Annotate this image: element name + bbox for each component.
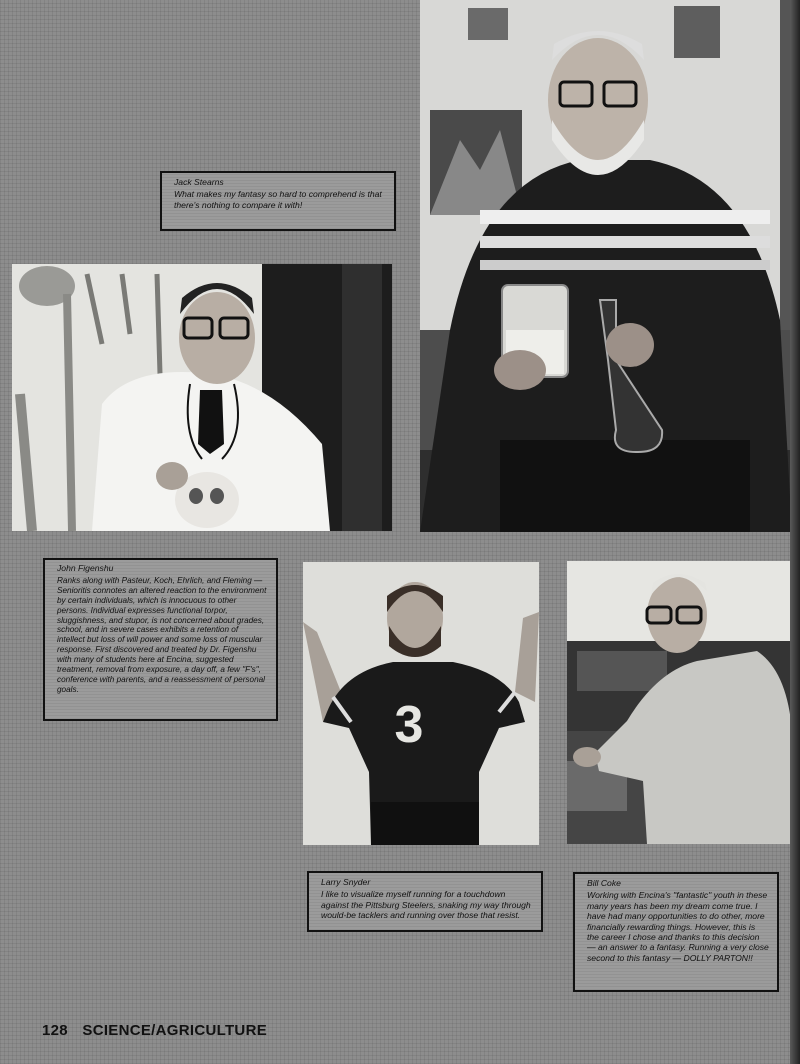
man-in-lab-coat-with-skull-image (12, 264, 392, 531)
caption-bill-coke (573, 872, 779, 992)
caption-name: John Figenshu (57, 563, 114, 573)
photo-john-figenshu (12, 264, 392, 531)
caption-larry-snyder (307, 871, 543, 932)
caption-john-figenshu (43, 558, 278, 721)
caption-name: Jack Stearns (174, 177, 224, 187)
caption-name: Larry Snyder (321, 877, 371, 887)
jersey-number: 3 (394, 696, 424, 754)
man-in-football-jersey-image (303, 562, 539, 845)
page-footer (42, 1022, 267, 1039)
caption-quote: What makes my fantasy so hard to comprehend is that there's nothing to compare it with! (174, 189, 382, 210)
book-spine-shadow (790, 0, 800, 1064)
photo-jack-stearns (420, 0, 792, 532)
caption-jack-stearns (160, 171, 396, 231)
page-number: 128 (42, 1022, 68, 1039)
caption-name: Bill Coke (587, 878, 621, 888)
man-at-desk-image (567, 561, 792, 844)
photo-bill-coke (567, 561, 792, 844)
man-holding-beaker-and-flask-image (420, 0, 792, 532)
section-title: SCIENCE/AGRICULTURE (82, 1022, 268, 1039)
photo-larry-snyder (303, 562, 539, 845)
caption-quote: Ranks along with Pasteur, Koch, Ehrlich, and Fleming — Senioritis connotes an altered reaction to the environment by certain individuals, which is innocuous to other persons. Individual expresses functional torpor, sluggishness, and stupor, is not concerned about grades, school, and in severe cases exhibits a retention of intellect but loss of will power and some loss of muscular response. First discovered and treated by Dr. Figenshu with many of students here at Encina, suggested treatment, removal from exposure, a day off, a few "F's", conference with parents, and a reassessment of personal goals. (57, 575, 267, 694)
caption-quote: Working with Encina's "fantastic" youth in these many years has been my dream come true. I have had many opportunities to do other, more financially rewarding things. However, this is the career I chose and thanks to this decision — an answer to a fantasy. Running a very close second to this fantasy — DOLLY PARTON!! (587, 890, 769, 963)
caption-quote: I like to visualize myself running for a touchdown against the Pittsburg Steelers, snaking my way through would-be tacklers and running over those that resist. (321, 889, 531, 921)
